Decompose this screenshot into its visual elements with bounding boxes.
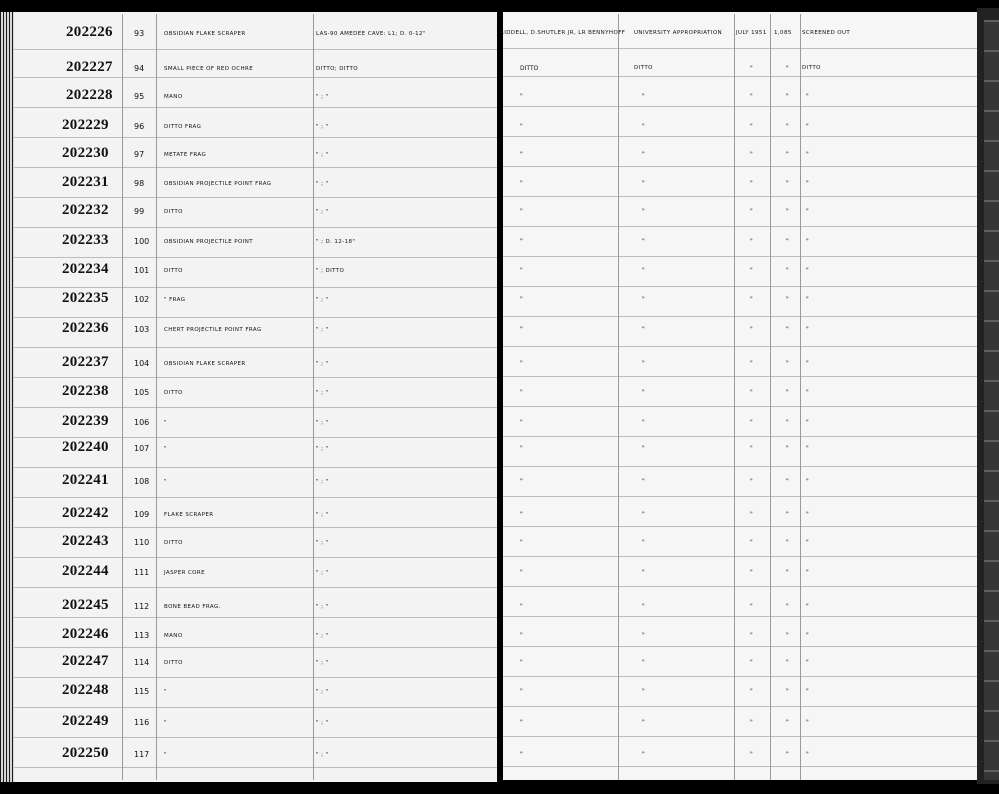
ruled-line-left (14, 647, 497, 648)
field-number: 112 (134, 602, 150, 611)
column-rule-description (156, 14, 157, 780)
remarks: " (806, 267, 809, 274)
object-description: DITTO (164, 209, 183, 215)
accession-number: " (786, 65, 789, 72)
locality: " ; " (316, 361, 329, 367)
donor: " (642, 296, 645, 303)
catalog-number: 202229 (62, 117, 109, 133)
catalog-number: 202233 (62, 232, 109, 248)
locality: " ; " (316, 752, 329, 758)
date: " (750, 296, 753, 303)
accession-number: " (786, 445, 789, 452)
locality: " ; " (316, 479, 329, 485)
ruled-line-right (503, 586, 977, 587)
ruled-line-right (503, 676, 977, 677)
locality: " ; " (316, 570, 329, 576)
ruled-line-left (14, 707, 497, 708)
object-description: " (164, 479, 167, 485)
accession-number: " (786, 123, 789, 130)
object-description: OBSIDIAN FLAKE SCRAPER (164, 361, 246, 367)
donor: " (642, 569, 645, 576)
accession-number: " (786, 389, 789, 396)
ruled-line-left (14, 407, 497, 408)
locality: " ; " (316, 633, 329, 639)
remarks: " (806, 326, 809, 333)
accession-number: " (786, 632, 789, 639)
catalog-number: 202227 (66, 59, 113, 75)
donor: " (642, 180, 645, 187)
collector: " (520, 719, 523, 726)
ruled-line-right (503, 196, 977, 197)
field-number: 111 (134, 568, 150, 577)
donor: " (642, 151, 645, 158)
donor: UNIVERSITY APPROPRIATION (634, 30, 723, 36)
donor: " (642, 603, 645, 610)
ruled-line-right (503, 406, 977, 407)
ruled-line-right (503, 48, 977, 49)
collector: " (520, 659, 523, 666)
donor: " (642, 445, 645, 452)
date: " (750, 539, 753, 546)
catalog-number: 202238 (62, 383, 109, 399)
ruled-line-right (503, 616, 977, 617)
accession-number: " (786, 267, 789, 274)
ruled-line-left (14, 617, 497, 618)
locality: " ; " (316, 297, 329, 303)
accession-number: " (786, 603, 789, 610)
remarks: " (806, 123, 809, 130)
collector: " (520, 93, 523, 100)
ruled-line-left (14, 49, 497, 50)
accession-number: " (786, 419, 789, 426)
date: JULY 1951 (736, 30, 767, 36)
donor: " (642, 511, 645, 518)
object-description: MANO (164, 94, 183, 100)
collector: " (520, 151, 523, 158)
field-number: 104 (134, 359, 150, 368)
date: " (750, 511, 753, 518)
date: " (750, 208, 753, 215)
object-description: DITTO (164, 390, 183, 396)
ruled-line-left (14, 137, 497, 138)
date: " (750, 389, 753, 396)
ruled-line-right (503, 466, 977, 467)
remarks: " (806, 445, 809, 452)
accession-number: " (786, 751, 789, 758)
ruled-line-right (503, 346, 977, 347)
catalog-number: 202226 (66, 24, 113, 40)
ledger-page-right (503, 12, 977, 780)
remarks: " (806, 93, 809, 100)
collector: " (520, 751, 523, 758)
locality: " ; " (316, 660, 329, 666)
ruled-line-right (503, 766, 977, 767)
ruled-line-right (503, 496, 977, 497)
locality: " ; " (316, 540, 329, 546)
ruled-line-left (14, 257, 497, 258)
column-rule-donor (618, 14, 619, 780)
ruled-line-right (503, 706, 977, 707)
date: " (750, 569, 753, 576)
ruled-line-right (503, 556, 977, 557)
locality: LAS-90 AMEDEE CAVE: L1; D. 0-12" (316, 31, 426, 37)
catalog-number: 202248 (62, 682, 109, 698)
field-number: 117 (134, 750, 150, 759)
collector: " (520, 238, 523, 245)
donor: " (642, 688, 645, 695)
date: " (750, 267, 753, 274)
field-number: 101 (134, 266, 150, 275)
ruled-line-left (14, 497, 497, 498)
ruled-line-right (503, 736, 977, 737)
catalog-number: 202242 (62, 505, 109, 521)
field-number: 100 (134, 237, 150, 246)
donor: " (642, 539, 645, 546)
donor: " (642, 238, 645, 245)
field-number: 110 (134, 538, 150, 547)
catalog-number: 202250 (62, 745, 109, 761)
accession-number: " (786, 511, 789, 518)
date: " (750, 419, 753, 426)
collector: " (520, 478, 523, 485)
collector: " (520, 419, 523, 426)
object-description: FLAKE SCRAPER (164, 512, 214, 518)
ruled-line-right (503, 526, 977, 527)
column-rule-locality (313, 14, 314, 780)
object-description: " FRAG (164, 297, 186, 303)
donor: " (642, 719, 645, 726)
collector: " (520, 688, 523, 695)
ruled-line-left (14, 587, 497, 588)
catalog-number: 202236 (62, 320, 109, 336)
accession-number: " (786, 659, 789, 666)
catalog-number: 202237 (62, 354, 109, 370)
object-description: " (164, 446, 167, 452)
locality: DITTO; DITTO (316, 66, 359, 72)
accession-number: " (786, 478, 789, 485)
object-description: " (164, 420, 167, 426)
ruled-line-right (503, 316, 977, 317)
field-number: 102 (134, 295, 150, 304)
ruled-line-left (14, 227, 497, 228)
collector: " (520, 267, 523, 274)
field-number: 113 (134, 631, 150, 640)
page-binding-edge (0, 12, 14, 782)
accession-number: " (786, 180, 789, 187)
date: " (750, 445, 753, 452)
remarks: " (806, 569, 809, 576)
catalog-number: 202245 (62, 597, 109, 613)
book-gutter (497, 0, 503, 794)
remarks: " (806, 632, 809, 639)
locality: " ; D. 12-18" (316, 239, 356, 245)
ruled-line-right (503, 106, 977, 107)
ruled-line-right (503, 376, 977, 377)
collector: " (520, 539, 523, 546)
accession-number: " (786, 688, 789, 695)
accession-number: " (786, 539, 789, 546)
donor: " (642, 632, 645, 639)
accession-number: " (786, 569, 789, 576)
date: " (750, 151, 753, 158)
collector: " (520, 603, 523, 610)
date: " (750, 478, 753, 485)
ruled-line-left (14, 467, 497, 468)
locality: " ; " (316, 689, 329, 695)
field-number: 93 (134, 29, 145, 38)
remarks: " (806, 751, 809, 758)
object-description: DITTO (164, 540, 183, 546)
date: " (750, 659, 753, 666)
field-number: 109 (134, 510, 150, 519)
remarks: " (806, 511, 809, 518)
field-number: 106 (134, 418, 150, 427)
accession-number: " (786, 326, 789, 333)
donor: " (642, 208, 645, 215)
field-number: 108 (134, 477, 150, 486)
ruled-line-left (14, 527, 497, 528)
object-description: " (164, 689, 167, 695)
locality: " ; " (316, 512, 329, 518)
catalog-number: 202244 (62, 563, 109, 579)
object-description: BONE BEAD FRAG. (164, 604, 221, 610)
donor: " (642, 419, 645, 426)
ruled-line-left (14, 737, 497, 738)
accession-number: " (786, 93, 789, 100)
catalog-number: 202243 (62, 533, 109, 549)
ruled-line-left (14, 377, 497, 378)
accession-number: " (786, 719, 789, 726)
collector: " (520, 389, 523, 396)
remarks: " (806, 238, 809, 245)
collector: " (520, 511, 523, 518)
donor: " (642, 93, 645, 100)
catalog-number: 202234 (62, 261, 109, 277)
ruled-line-left (14, 557, 497, 558)
ruled-line-left (14, 107, 497, 108)
remarks: " (806, 180, 809, 187)
accession-number: " (786, 151, 789, 158)
remarks: " (806, 208, 809, 215)
column-rule-remarks (800, 14, 801, 780)
catalog-number: 202232 (62, 202, 109, 218)
locality: " ; " (316, 94, 329, 100)
remarks: " (806, 296, 809, 303)
remarks: SCREENED OUT (802, 30, 851, 36)
catalog-number: 202239 (62, 413, 109, 429)
locality: " ; " (316, 181, 329, 187)
column-rule-date (734, 14, 735, 780)
column-rule-accession (770, 14, 771, 780)
date: " (750, 180, 753, 187)
locality: " ; " (316, 152, 329, 158)
object-description: OBSIDIAN PROJECTILE POINT FRAG (164, 181, 272, 187)
field-number: 116 (134, 718, 150, 727)
object-description: DITTO FRAG (164, 124, 202, 130)
object-description: METATE FRAG (164, 152, 207, 158)
catalog-number: 202230 (62, 145, 109, 161)
ruled-line-right (503, 136, 977, 137)
collector: " (520, 445, 523, 452)
collector: DITTO (520, 65, 539, 72)
field-number: 97 (134, 150, 145, 159)
object-description: DITTO (164, 660, 183, 666)
locality: " ; " (316, 446, 329, 452)
remarks: " (806, 603, 809, 610)
donor: " (642, 478, 645, 485)
collector: " (520, 296, 523, 303)
ruled-line-left (14, 317, 497, 318)
field-number: 99 (134, 207, 145, 216)
date: " (750, 632, 753, 639)
date: " (750, 326, 753, 333)
collector: " (520, 326, 523, 333)
ruled-line-right (503, 646, 977, 647)
object-description: MANO (164, 633, 183, 639)
object-description: OBSIDIAN FLAKE SCRAPER (164, 31, 246, 37)
remarks: " (806, 478, 809, 485)
locality: " ; " (316, 209, 329, 215)
ruled-line-right (503, 166, 977, 167)
donor: " (642, 751, 645, 758)
underlying-page-strip (984, 20, 999, 780)
object-description: SMALL PIECE OF RED OCHRE (164, 66, 254, 72)
donor: DITTO (634, 65, 653, 71)
ruled-line-right (503, 436, 977, 437)
donor: " (642, 389, 645, 396)
remarks: " (806, 389, 809, 396)
field-number: 103 (134, 325, 150, 334)
field-number: 115 (134, 687, 150, 696)
object-description: OBSIDIAN PROJECTILE POINT (164, 239, 254, 245)
catalog-number: 202240 (62, 439, 109, 455)
locality: " ; DITTO (316, 268, 345, 274)
locality: " ; " (316, 604, 329, 610)
object-description: JASPER CORE (164, 570, 206, 576)
ruled-line-left (14, 167, 497, 168)
object-description: DITTO (164, 268, 183, 274)
object-description: " (164, 752, 167, 758)
catalog-number: 202228 (66, 87, 113, 103)
accession-number: " (786, 238, 789, 245)
donor: " (642, 659, 645, 666)
ruled-line-left (14, 767, 497, 768)
donor: " (642, 123, 645, 130)
date: " (750, 719, 753, 726)
ruled-line-left (14, 77, 497, 78)
collector: " (520, 208, 523, 215)
catalog-number: 202247 (62, 653, 109, 669)
date: " (750, 751, 753, 758)
field-number: 107 (134, 444, 150, 453)
donor: " (642, 360, 645, 367)
locality: " ; " (316, 124, 329, 130)
field-number: 95 (134, 92, 145, 101)
ruled-line-right (503, 286, 977, 287)
collector: " (520, 360, 523, 367)
remarks: " (806, 719, 809, 726)
ruled-line-right (503, 226, 977, 227)
catalog-number: 202249 (62, 713, 109, 729)
ruled-line-left (14, 287, 497, 288)
date: " (750, 65, 753, 72)
collector: " (520, 123, 523, 130)
object-description: CHERT PROJECTILE POINT FRAG (164, 327, 262, 333)
collector: " (520, 632, 523, 639)
remarks: " (806, 360, 809, 367)
catalog-number: 202241 (62, 472, 109, 488)
accession-number: " (786, 208, 789, 215)
collector: " (520, 180, 523, 187)
date: " (750, 360, 753, 367)
accession-number: " (786, 296, 789, 303)
column-rule-field-no (122, 14, 123, 780)
donor: " (642, 326, 645, 333)
ruled-line-left (14, 437, 497, 438)
date: " (750, 93, 753, 100)
ruled-line-left (14, 677, 497, 678)
remarks: " (806, 151, 809, 158)
collector: " (520, 569, 523, 576)
remarks: DITTO (802, 65, 821, 71)
accession-number: 1,085 (774, 30, 792, 36)
locality: " ; " (316, 420, 329, 426)
catalog-number: 202246 (62, 626, 109, 642)
accession-number: " (786, 360, 789, 367)
date: " (750, 238, 753, 245)
field-number: 105 (134, 388, 150, 397)
remarks: " (806, 539, 809, 546)
locality: " ; " (316, 720, 329, 726)
remarks: " (806, 688, 809, 695)
field-number: 94 (134, 64, 145, 73)
date: " (750, 123, 753, 130)
locality: " ; " (316, 390, 329, 396)
collector: RIDDELL, D.SHUTLER JR, LR BENNYHOFF (500, 30, 626, 36)
ruled-line-left (14, 197, 497, 198)
catalog-number: 202235 (62, 290, 109, 306)
donor: " (642, 267, 645, 274)
ruled-line-left (14, 347, 497, 348)
date: " (750, 603, 753, 610)
field-number: 98 (134, 179, 145, 188)
field-number: 114 (134, 658, 150, 667)
ruled-line-right (503, 76, 977, 77)
catalog-number: 202231 (62, 174, 109, 190)
remarks: " (806, 659, 809, 666)
locality: " ; " (316, 327, 329, 333)
ruled-line-right (503, 256, 977, 257)
object-description: " (164, 720, 167, 726)
field-number: 96 (134, 122, 145, 131)
remarks: " (806, 419, 809, 426)
date: " (750, 688, 753, 695)
